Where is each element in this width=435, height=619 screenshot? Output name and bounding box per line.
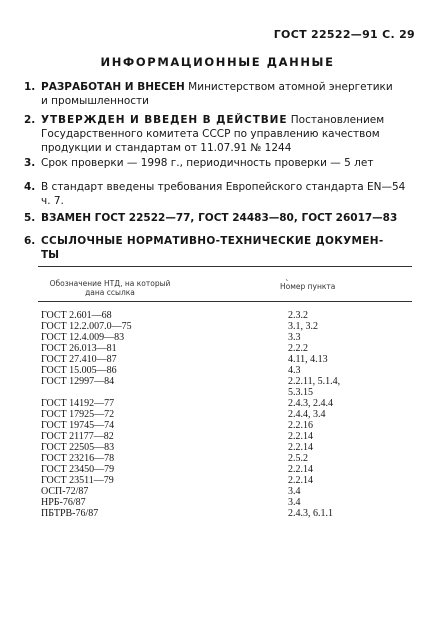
point-number: 2.4.3, 2.4.4: [288, 398, 333, 409]
item-heading: ВЗАМЕН ГОСТ 22522—77, ГОСТ 24483—80, ГОСТ 26017—83: [41, 212, 398, 224]
page-header: ГОСТ 22522—91 С. 29: [273, 28, 415, 41]
item-number: 3.: [24, 157, 36, 169]
item-heading: ТЫ: [41, 249, 60, 261]
item-number: 2.: [24, 114, 36, 126]
point-number: 2.2.14: [288, 475, 313, 486]
point-number: 2.2.2: [288, 343, 308, 354]
ntd-designation: ГОСТ 17925—72: [41, 409, 115, 420]
table-row: [41, 387, 401, 398]
table-header-rule: [38, 301, 412, 302]
item-text: продукции и стандартам от 11.07.91 № 1244: [41, 142, 292, 154]
point-number: 3.4: [288, 486, 301, 497]
table-header-point: Номер пункта: [280, 282, 336, 291]
info-item-5: [24, 211, 415, 225]
item-heading: УТВЕРЖДЕН И ВВЕДЕН В ДЕЙСТВИЕ: [41, 114, 288, 126]
table-row: [41, 354, 401, 365]
item-text: и промышленности: [41, 95, 149, 107]
item-text: Министерством атомной энергетики: [184, 81, 393, 93]
point-number: 2.4.4, 3.4: [288, 409, 326, 420]
table-row: [41, 431, 401, 442]
info-item-3: [24, 156, 415, 170]
ntd-designation: ГОСТ 21177—82: [41, 431, 114, 442]
ntd-designation: ГОСТ 26.013—81: [41, 343, 117, 354]
table-row: [41, 464, 401, 475]
ntd-designation: ГОСТ 12997—84: [41, 376, 115, 387]
point-number: 2.2.14: [288, 442, 313, 453]
table-row: [41, 442, 401, 453]
point-number: 2.2.16: [288, 420, 313, 431]
item-text: Срок проверки — 1998 г., периодичность проверки — 5 лет: [41, 157, 374, 169]
ntd-designation: ГОСТ 2.601—68: [41, 310, 112, 321]
info-item-2: [24, 113, 415, 155]
table-row: [41, 398, 401, 409]
info-item-6: [24, 234, 415, 262]
item-number: 1.: [24, 81, 36, 93]
item-number: 4.: [24, 181, 36, 193]
item-heading: ССЫЛОЧНЫЕ НОРМАТИВНО-ТЕХНИЧЕСКИЕ ДОКУМЕН-: [41, 235, 384, 247]
table-row: [41, 332, 401, 343]
item-number: 6.: [24, 235, 36, 247]
point-number: 4.3: [288, 365, 301, 376]
ntd-designation: ГОСТ 12.4.009—83: [41, 332, 125, 343]
table-row: [41, 310, 401, 321]
table-row: [41, 343, 401, 354]
ntd-designation: ГОСТ 23511—79: [41, 475, 114, 486]
table-row: [41, 321, 401, 332]
point-number: 2.4.3, 6.1.1: [288, 508, 333, 519]
table-row: [41, 453, 401, 464]
ntd-designation: ГОСТ 15.005—86: [41, 365, 117, 376]
item-text: Постановлением: [287, 114, 385, 126]
item-number: 5.: [24, 212, 36, 224]
item-heading: РАЗРАБОТАН И ВНЕСЕН: [41, 81, 185, 93]
info-item-1: [24, 80, 415, 108]
ntd-designation: ГОСТ 19745—74: [41, 420, 115, 431]
point-number: 2.2.11, 5.1.4,: [288, 376, 341, 387]
table-row: [41, 508, 401, 519]
item-text: Государственного комитета СССР по управлению качеством: [41, 128, 380, 140]
ntd-designation: ГОСТ 14192—77: [41, 398, 115, 409]
table-row: [41, 376, 401, 387]
ntd-designation: ГОСТ 22505—83: [41, 442, 115, 453]
item-text: ч. 7.: [41, 195, 64, 207]
point-number: 2.3.2: [288, 310, 308, 321]
ntd-designation: ГОСТ 27.410—87: [41, 354, 117, 365]
ntd-designation: ГОСТ 12.2.007.0—75: [41, 321, 132, 332]
table-row: [41, 486, 401, 497]
header-tick-mark: ˎ: [285, 272, 290, 282]
info-item-4: [24, 180, 415, 208]
ntd-designation: ПБТРВ-76/87: [41, 508, 99, 519]
point-number: 3.1, 3.2: [288, 321, 318, 332]
point-number: 2.2.14: [288, 431, 313, 442]
item-text: В стандарт введены требования Европейского стандарта EN—54: [41, 181, 406, 193]
point-number: 2.5.2: [288, 453, 308, 464]
point-number: 4.11, 4.13: [288, 354, 328, 365]
ntd-designation: ГОСТ 23216—78: [41, 453, 115, 464]
table-row: [41, 475, 401, 486]
point-number: 3.4: [288, 497, 301, 508]
table-top-rule: [38, 266, 412, 267]
table-row: [41, 497, 401, 508]
page-title: ИНФОРМАЦИОННЫЕ ДАННЫЕ: [100, 55, 335, 69]
table-row: [41, 420, 401, 431]
ntd-designation: ОСП-72/87: [41, 486, 89, 497]
table-header-ntd: Обозначение НТД, на который дана ссылка: [49, 279, 171, 297]
ntd-designation: ГОСТ 23450—79: [41, 464, 115, 475]
point-number: 3.3: [288, 332, 301, 343]
point-number: 5.3.15: [288, 387, 313, 398]
ntd-designation: НРБ-76/87: [41, 497, 86, 508]
point-number: 2.2.14: [288, 464, 313, 475]
table-row: [41, 409, 401, 420]
table-row: [41, 365, 401, 376]
